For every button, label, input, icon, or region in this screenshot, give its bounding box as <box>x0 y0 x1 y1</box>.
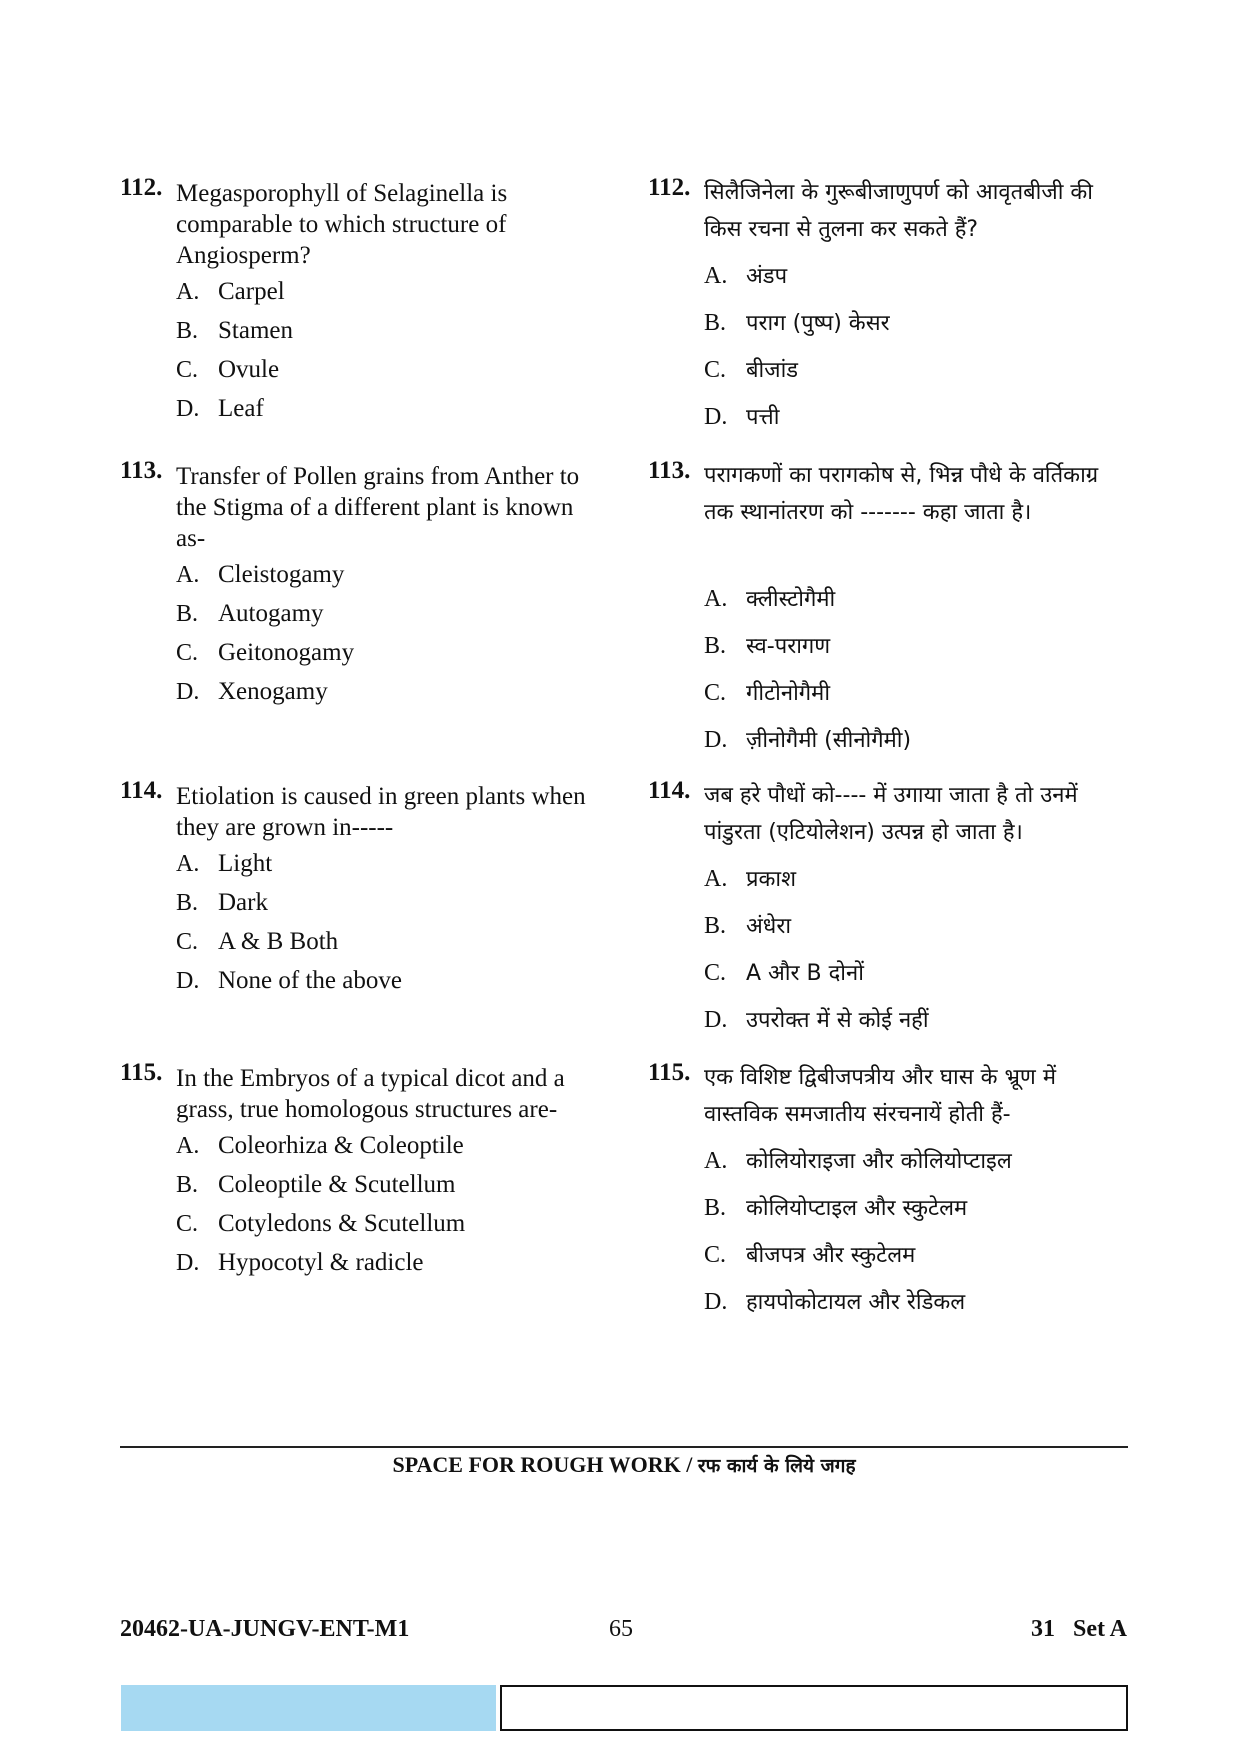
option-text: ज़ीनोगैमी (सीनोगैमी) <box>746 728 912 753</box>
question-number: 115. <box>648 1059 691 1086</box>
option-letter: D. <box>176 396 200 422</box>
option-text: Cotyledons & Scutellum <box>218 1210 466 1237</box>
option-text: क्लीस्टोगैमी <box>746 587 836 612</box>
question-number: 114. <box>648 777 691 804</box>
option-text: Coleoptile & Scutellum <box>218 1171 456 1198</box>
option-text: Light <box>218 850 273 877</box>
question-number: 112. <box>648 174 691 201</box>
option-letter: D. <box>704 1007 728 1033</box>
option-text: Autogamy <box>218 600 324 627</box>
option-text: None of the above <box>218 967 402 994</box>
option-letter: B. <box>176 318 199 344</box>
option-letter: C. <box>176 640 199 666</box>
question-text: एक विशिष्ट द्विबीजपत्रीय और घास के भ्रूण में वास्तविक समजातीय संरचनायें होती हैं- <box>704 1065 1056 1127</box>
option-letter: D. <box>704 404 728 430</box>
option-b <box>704 307 890 337</box>
option-d <box>176 1249 424 1277</box>
option-text: Xenogamy <box>218 678 328 705</box>
option-letter: D. <box>704 1289 728 1315</box>
option-text: कोलियोराइजा और कोलियोप्टाइल <box>746 1149 1012 1174</box>
option-letter: C. <box>176 1211 199 1237</box>
option-d <box>704 1004 929 1034</box>
option-text: A & B Both <box>218 928 339 955</box>
option-b <box>176 889 268 917</box>
option-letter: A. <box>704 1148 728 1174</box>
option-d <box>704 1286 965 1316</box>
set-label: 31 Set A <box>1031 1616 1127 1642</box>
option-b <box>176 1171 455 1199</box>
option-a <box>176 561 344 589</box>
option-text: Cleistogamy <box>218 561 345 588</box>
option-text: A और B दोनों <box>746 961 864 986</box>
option-letter: B. <box>704 913 727 939</box>
option-text: Hypocotyl & radicle <box>218 1249 424 1276</box>
option-c <box>704 677 830 707</box>
option-letter: D. <box>704 727 728 753</box>
option-a <box>704 1145 1012 1175</box>
option-b <box>704 910 791 940</box>
option-text: अंधेरा <box>746 914 792 939</box>
option-a <box>176 850 272 878</box>
question-text: In the Embryos of a typical dicot and a grass, true homologous structures are- <box>176 1065 565 1123</box>
option-c <box>176 356 279 384</box>
option-letter: C. <box>176 929 199 955</box>
option-text: अंडप <box>746 264 788 289</box>
option-d <box>176 967 402 995</box>
option-letter: C. <box>176 357 199 383</box>
option-letter: A. <box>704 586 728 612</box>
option-text: पत्ती <box>746 405 780 430</box>
option-d <box>704 401 779 431</box>
option-c <box>704 354 798 384</box>
paper-code: 20462-UA-JUNGV-ENT-M1 <box>120 1616 410 1642</box>
question-text: सिलैजिनेला के गुरूबीजाणुपर्ण को आवृतबीजी की किस रचना से तुलना कर सकते हैं? <box>704 180 1093 242</box>
option-text: बीजपत्र और स्कुटेलम <box>746 1243 916 1268</box>
question-text: जब हरे पौधों को---- में उगाया जाता है तो उनमें पांडुरता (एटियोलेशन) उत्पन्न हो जाता है। <box>704 783 1078 845</box>
rough-work-label-en: SPACE FOR ROUGH WORK / <box>392 1452 693 1477</box>
option-letter: A. <box>176 279 200 305</box>
option-text: Geitonogamy <box>218 639 355 666</box>
option-d <box>176 678 328 706</box>
option-letter: A. <box>704 866 728 892</box>
option-text: Carpel <box>218 278 285 305</box>
option-letter: B. <box>176 890 199 916</box>
option-letter: B. <box>704 633 727 659</box>
option-text: प्रकाश <box>746 867 797 892</box>
answer-box <box>500 1685 1128 1731</box>
option-letter: C. <box>704 680 727 706</box>
option-letter: C. <box>704 1242 727 1268</box>
rough-work-heading <box>120 1452 1128 1478</box>
question-text: परागकणों का परागकोष से, भिन्न पौधे के वर्तिकाग्र तक स्थानांतरण को ------- कहा जाता है। <box>704 463 1099 525</box>
question-number: 113. <box>120 457 163 484</box>
option-text: Coleorhiza & Coleoptile <box>218 1132 464 1159</box>
option-letter: A. <box>176 1133 200 1159</box>
option-b <box>176 317 293 345</box>
option-letter: A. <box>704 263 728 289</box>
question-number: 113. <box>648 457 691 484</box>
question-text: Etiolation is caused in green plants when they are grown in----- <box>176 783 586 841</box>
question-number: 115. <box>120 1059 163 1086</box>
blue-bar <box>121 1685 496 1731</box>
rough-work-label-hi: रफ कार्य के लिये जगह <box>697 1455 856 1477</box>
option-letter: A. <box>176 851 200 877</box>
option-text: कोलियोप्टाइल और स्कुटेलम <box>746 1196 968 1221</box>
question-text: Megasporophyll of Selaginella is comparable to which structure of Angiosperm? <box>176 180 508 269</box>
option-letter: C. <box>704 960 727 986</box>
option-letter: D. <box>176 679 200 705</box>
option-d <box>176 395 264 423</box>
option-c <box>176 639 354 667</box>
option-letter: B. <box>704 1195 727 1221</box>
option-text: स्व-परागण <box>746 634 831 659</box>
rough-work-divider <box>120 1446 1128 1448</box>
page-number: 65 <box>609 1616 633 1642</box>
option-text: बीजांड <box>746 358 799 383</box>
option-a <box>704 863 796 893</box>
option-a <box>176 278 285 306</box>
question-text: Transfer of Pollen grains from Anther to the Stigma of a different plant is known as- <box>176 463 580 552</box>
option-letter: D. <box>176 968 200 994</box>
option-d <box>704 724 911 754</box>
option-letter: B. <box>176 601 199 627</box>
option-a <box>176 1132 464 1160</box>
option-c <box>176 928 338 956</box>
option-a <box>704 583 835 613</box>
option-c <box>704 1239 915 1269</box>
option-text: पराग (पुष्प) केसर <box>746 311 890 336</box>
option-c <box>176 1210 465 1238</box>
option-text: उपरोक्त में से कोई नहीं <box>746 1008 929 1033</box>
option-letter: A. <box>176 562 200 588</box>
question-number: 112. <box>120 174 163 201</box>
option-text: Dark <box>218 889 268 916</box>
option-b <box>176 600 324 628</box>
option-letter: C. <box>704 357 727 383</box>
option-text: Ovule <box>218 356 280 383</box>
option-letter: B. <box>704 310 727 336</box>
option-text: Leaf <box>218 395 264 422</box>
option-b <box>704 1192 967 1222</box>
option-a <box>704 260 787 290</box>
option-text: Stamen <box>218 317 293 344</box>
option-text: हायपोकोटायल और रेडिकल <box>746 1290 966 1315</box>
option-text: गीटोनोगैमी <box>746 681 831 706</box>
option-letter: D. <box>176 1250 200 1276</box>
option-letter: B. <box>176 1172 199 1198</box>
option-b <box>704 630 830 660</box>
option-c <box>704 957 864 987</box>
question-number: 114. <box>120 777 163 804</box>
